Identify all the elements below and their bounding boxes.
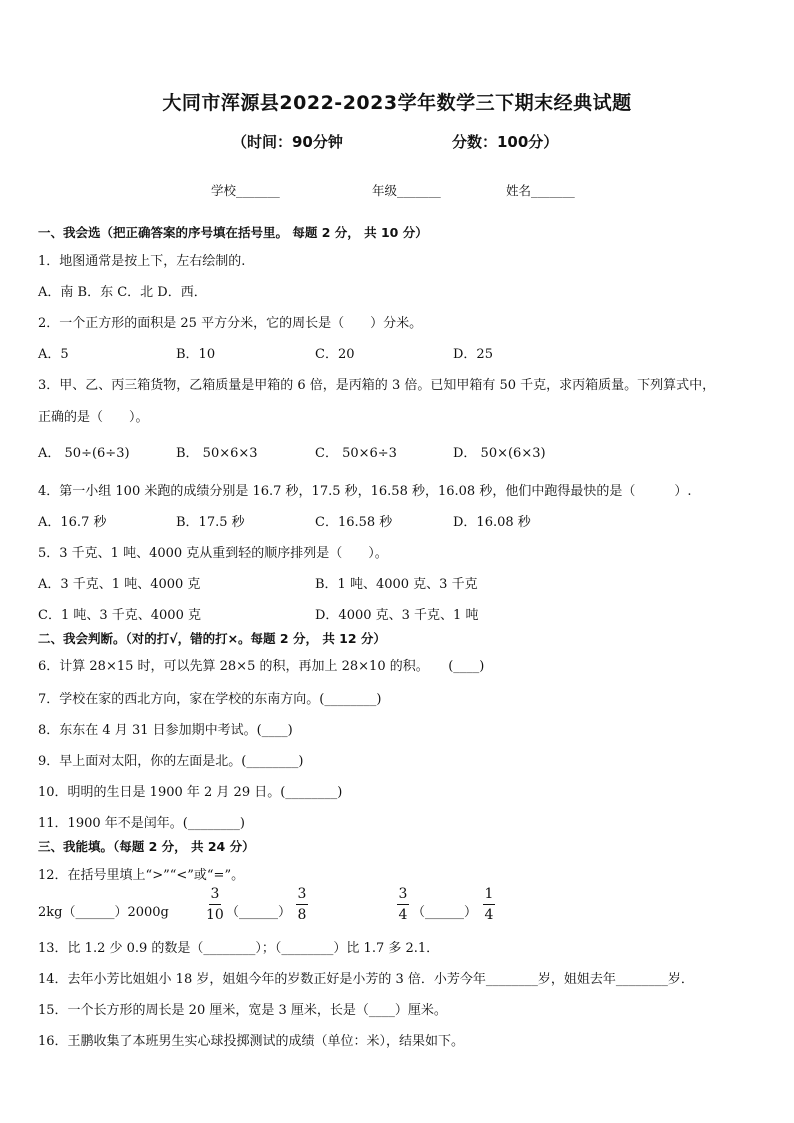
question-15: 15．一个长方形的周长是 20 厘米，宽是 3 厘米，长是（____）厘米。 bbox=[38, 1003, 447, 1018]
question-2-option-d: D．25 bbox=[453, 347, 493, 362]
section-1-heading: 一、我会选（把正确答案的序号填在括号里。 每题 2 分， 共 10 分） bbox=[38, 225, 428, 240]
fraction-3-10 bbox=[206, 886, 224, 923]
grade-field: 年级_______ bbox=[372, 183, 441, 198]
question-5-option-c: C．1 吨、3 千克、4000 克 bbox=[38, 608, 201, 623]
fraction-bar bbox=[397, 904, 409, 905]
fraction-denominator: 8 bbox=[297, 907, 307, 923]
name-field: 姓名_______ bbox=[506, 183, 575, 198]
question-5-option-a: A．3 千克、1 吨、4000 克 bbox=[38, 577, 201, 592]
fraction-bar bbox=[296, 904, 308, 905]
fraction-numerator: 3 bbox=[210, 886, 220, 902]
question-2-option-c: C．20 bbox=[315, 347, 355, 362]
question-2-option-a: A．5 bbox=[38, 347, 69, 362]
question-3-option-c: C． 50×6÷3 bbox=[315, 446, 397, 461]
fraction-numerator: 1 bbox=[484, 886, 494, 902]
fraction-denominator: 4 bbox=[398, 907, 408, 923]
school-field: 学校_______ bbox=[211, 183, 280, 198]
question-12-blank-1: （______） bbox=[226, 905, 292, 920]
question-11: 11．1900 年不是闰年。(________) bbox=[38, 816, 245, 831]
question-13: 13．比 1.2 少 0.9 的数是（________）；（________）比 1.7 多 2.1． bbox=[38, 941, 440, 956]
question-1: 1．地图通常是按上下，左右绘制的. bbox=[38, 254, 246, 269]
fraction-bar bbox=[483, 904, 495, 905]
question-3-option-a: A． 50÷(6÷3) bbox=[38, 446, 130, 461]
question-4-option-d: D．16.08 秒 bbox=[453, 515, 531, 530]
question-16: 16．王鹏收集了本班男生实心球投掷测试的成绩（单位：米），结果如下。 bbox=[38, 1034, 465, 1049]
question-6: 6．计算 28×15 时，可以先算 28×5 的积，再加上 28×10 的积。 (____) bbox=[38, 659, 485, 674]
section-2-heading: 二、我会判断。（对的打√，错的打×。每题 2 分， 共 12 分） bbox=[38, 631, 386, 646]
fraction-numerator: 3 bbox=[398, 886, 408, 902]
question-12-blank-2: （______） bbox=[412, 905, 478, 920]
question-10: 10．明明的生日是 1900 年 2 月 29 日。(________) bbox=[38, 785, 343, 800]
section-3-heading: 三、我能填。（每题 2 分， 共 24 分） bbox=[38, 839, 255, 854]
question-4-option-c: C．16.58 秒 bbox=[315, 515, 393, 530]
fraction-3-4 bbox=[397, 886, 409, 923]
question-2: 2．一个正方形的面积是 25 平方分米，它的周长是（ ）分米。 bbox=[38, 316, 423, 331]
fraction-bar bbox=[209, 904, 221, 905]
question-2-option-b: B．10 bbox=[176, 347, 216, 362]
question-5-option-d: D．4000 克、3 千克、1 吨 bbox=[315, 608, 479, 623]
question-4: 4．第一小组 100 米跑的成绩分别是 16.7 秒，17.5 秒，16.58 秒，16.08 秒，他们中跑得最快的是（ ）. bbox=[38, 484, 692, 499]
page-title: 大同市浑源县2022-2023学年数学三下期末经典试题 bbox=[162, 92, 632, 114]
question-3-line-1: 3．甲、乙、丙三箱货物，乙箱质量是甲箱的 6 倍，是丙箱的 3 倍。已知甲箱有 50 千克，求丙箱质量。下列算式中， bbox=[38, 378, 716, 393]
question-12-item-1: 2kg（______）2000g bbox=[38, 905, 169, 920]
question-4-option-b: B．17.5 秒 bbox=[176, 515, 245, 530]
fraction-denominator: 4 bbox=[484, 907, 494, 923]
question-4-option-a: A．16.7 秒 bbox=[38, 515, 107, 530]
exam-score: 分数：100分） bbox=[452, 133, 559, 151]
fraction-1-4 bbox=[483, 886, 495, 923]
question-3-option-d: D． 50×(6×3) bbox=[453, 446, 546, 461]
fraction-3-8 bbox=[296, 886, 308, 923]
question-3-option-b: B． 50×6×3 bbox=[176, 446, 258, 461]
question-7: 7．学校在家的西北方向，家在学校的东南方向。(________) bbox=[38, 692, 382, 707]
question-8: 8．东东在 4 月 31 日参加期中考试。(____) bbox=[38, 723, 293, 738]
question-9: 9．早上面对太阳，你的左面是北。(________) bbox=[38, 754, 304, 769]
question-1-options: A．南 B．东 C．北 D．西． bbox=[38, 285, 207, 300]
fraction-denominator: 10 bbox=[206, 907, 224, 923]
exam-time: （时间：90分钟 bbox=[232, 133, 343, 151]
question-3-line-2: 正确的是（ ）。 bbox=[38, 410, 149, 425]
question-14: 14．去年小芳比姐姐小 18 岁，姐姐今年的岁数正好是小芳的 3 倍．小芳今年________岁，姐姐去年________岁． bbox=[38, 972, 694, 987]
question-5: 5．3 千克、1 吨、4000 克从重到轻的顺序排列是（ ）。 bbox=[38, 546, 388, 561]
question-5-option-b: B．1 吨、4000 克、3 千克 bbox=[315, 577, 478, 592]
question-12: 12．在括号里填上“>”“<”或“=”。 bbox=[38, 868, 245, 883]
fraction-numerator: 3 bbox=[297, 886, 307, 902]
